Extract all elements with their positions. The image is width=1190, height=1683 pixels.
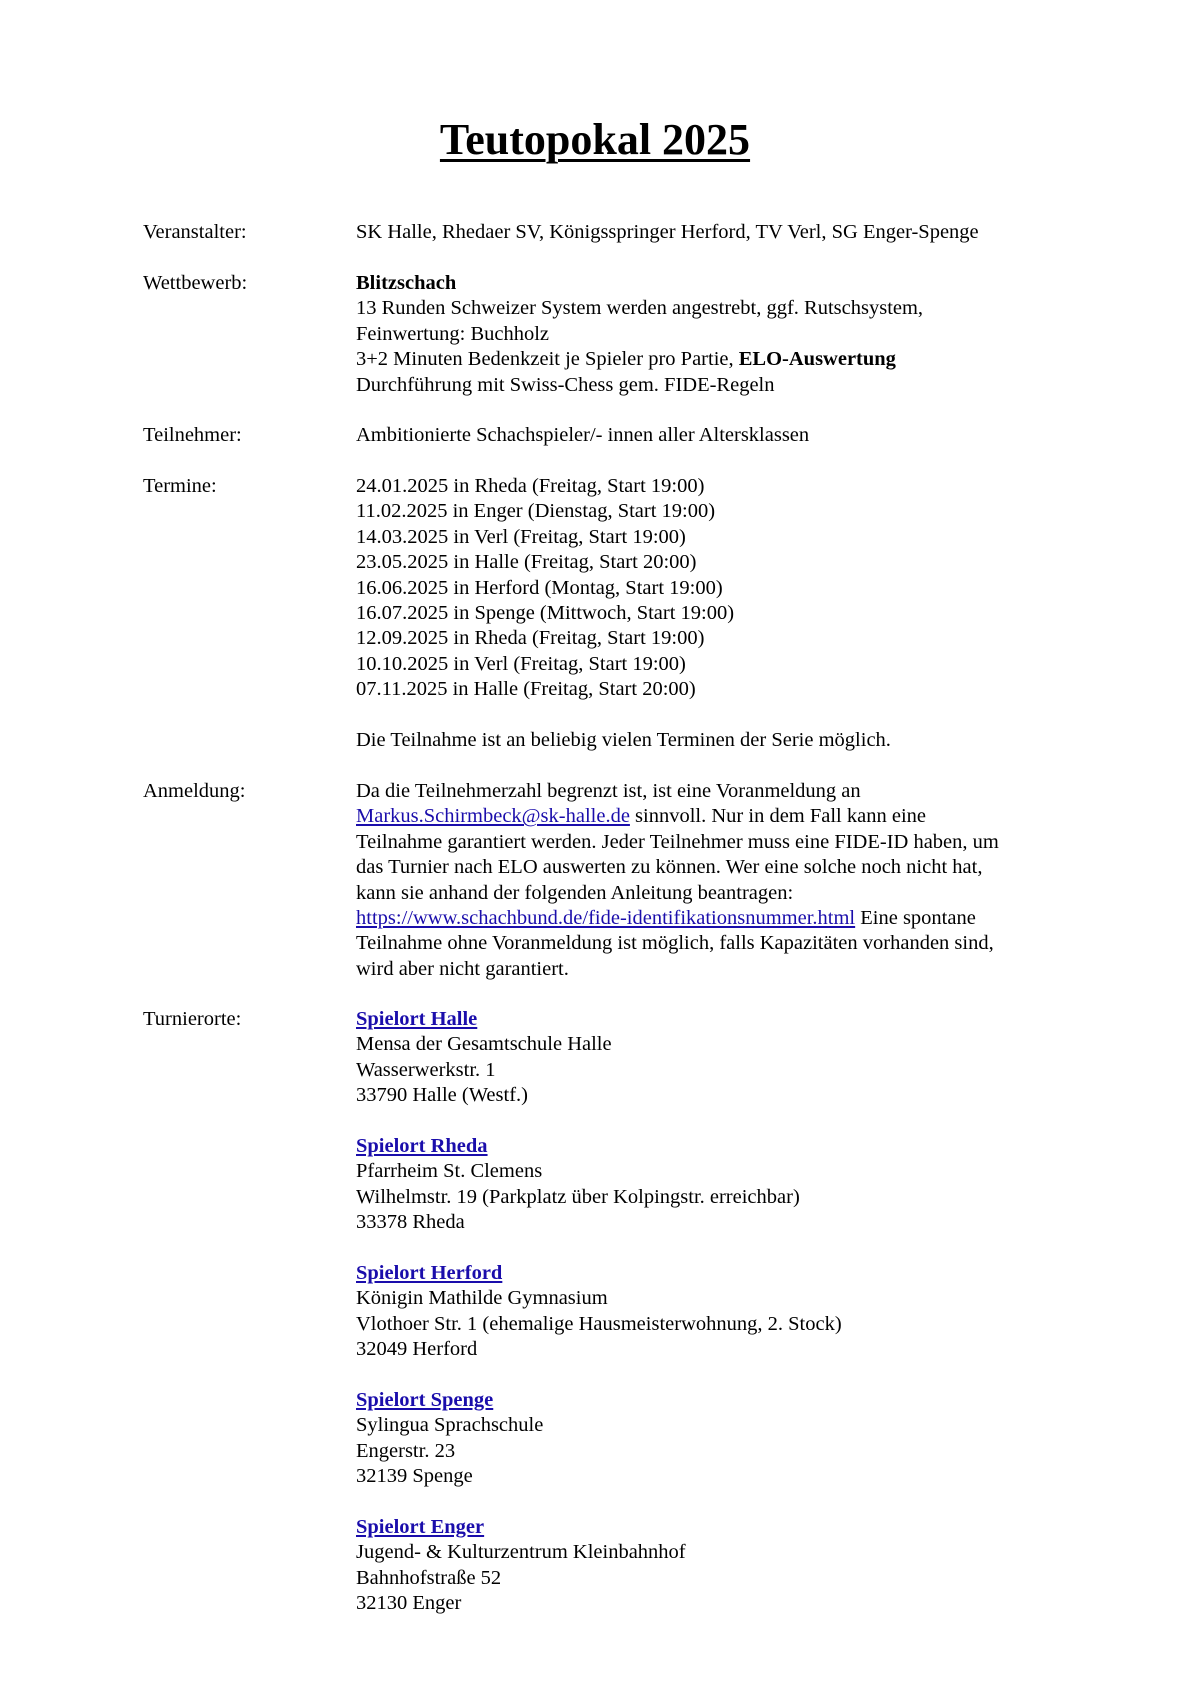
anmeldung-line3: Teilnahme garantiert werden. Jeder Teilnehmer muss eine FIDE-ID haben, um	[356, 830, 999, 853]
termin-item: 11.02.2025 in Enger (Dienstag, Start 19:00)	[356, 500, 716, 523]
venue-line: Pfarrheim St. Clemens	[356, 1160, 543, 1183]
label-termine: Termine:	[143, 475, 217, 497]
wettbewerb-line4: Durchführung mit Swiss-Chess gem. FIDE-Regeln	[356, 373, 775, 396]
teilnehmer-text: Ambitionierte Schachspieler/- innen aller Altersklassen	[356, 424, 810, 446]
termin-item: 24.01.2025 in Rheda (Freitag, Start 19:00)	[356, 475, 705, 497]
venue-rheda	[356, 1134, 1056, 1236]
venue-line: Mensa der Gesamtschule Halle	[356, 1033, 612, 1056]
termin-item: 07.11.2025 in Halle (Freitag, Start 20:00)	[356, 678, 696, 701]
venue-spenge	[356, 1388, 1056, 1490]
termin-item: 16.06.2025 in Herford (Montag, Start 19:00)	[356, 576, 723, 599]
termine-note: Die Teilnahme ist an beliebig vielen Terminen der Serie möglich.	[356, 729, 891, 752]
content-wettbewerb	[356, 271, 1056, 398]
wettbewerb-line2: Feinwertung: Buchholz	[356, 322, 550, 345]
venue-line: 32130 Enger	[356, 1592, 462, 1615]
venue-line: Wilhelmstr. 19 (Parkplatz über Kolpingstr. erreichbar)	[356, 1185, 800, 1208]
label-veranstalter: Veranstalter:	[143, 221, 247, 243]
content-turnierorte	[356, 1007, 1056, 1617]
wettbewerb-line3-bold: ELO-Auswertung	[738, 348, 896, 371]
anmeldung-line6	[356, 906, 1056, 931]
veranstalter-text: SK Halle, Rhedaer SV, Königsspringer Herford, TV Verl, SG Enger-Spenge	[356, 221, 979, 243]
content-teilnehmer	[356, 423, 1056, 448]
venue-line: 33790 Halle (Westf.)	[356, 1084, 528, 1107]
venue-spenge-link[interactable]: Spielort Spenge	[356, 1389, 494, 1412]
label-anmeldung: Anmeldung:	[143, 780, 246, 802]
venue-line: Wasserwerkstr. 1	[356, 1058, 496, 1081]
wettbewerb-heading: Blitzschach	[356, 272, 457, 294]
venue-line: Bahnhofstraße 52	[356, 1566, 502, 1589]
anmeldung-line1: Da die Teilnehmerzahl begrenzt ist, ist eine Voranmeldung an	[356, 780, 861, 802]
content-veranstalter	[356, 220, 1056, 245]
wettbewerb-line3-prefix: 3+2 Minuten Bedenkzeit je Spieler pro Partie,	[356, 348, 739, 371]
venue-line: 33378 Rheda	[356, 1211, 465, 1234]
venue-herford	[356, 1261, 1056, 1363]
venue-herford-link[interactable]: Spielort Herford	[356, 1262, 503, 1285]
venue-line: Königin Mathilde Gymnasium	[356, 1287, 608, 1310]
fide-url-link[interactable]: https://www.schachbund.de/fide-identifikationsnummer.html	[356, 907, 856, 930]
anmeldung-line2	[356, 804, 1056, 829]
termin-item: 12.09.2025 in Rheda (Freitag, Start 19:00)	[356, 627, 705, 650]
venue-line: Sylingua Sprachschule	[356, 1414, 544, 1437]
anmeldung-line4: das Turnier nach ELO auswerten zu können. Wer eine solche noch nicht hat,	[356, 856, 983, 879]
anmeldung-line7: Teilnahme ohne Voranmeldung ist möglich, falls Kapazitäten vorhanden sind,	[356, 932, 994, 955]
venue-rheda-link[interactable]: Spielort Rheda	[356, 1135, 488, 1158]
wettbewerb-line1: 13 Runden Schweizer System werden angestrebt, ggf. Rutschsystem,	[356, 297, 924, 320]
venue-enger	[356, 1515, 1056, 1617]
venue-line: Jugend- & Kulturzentrum Kleinbahnhof	[356, 1541, 686, 1564]
content-termine	[356, 474, 1056, 753]
label-turnierorte: Turnierorte:	[143, 1008, 242, 1030]
page-title: Teutopokal 2025	[439, 115, 751, 164]
label-wettbewerb: Wettbewerb:	[143, 272, 248, 294]
termin-item: 10.10.2025 in Verl (Freitag, Start 19:00)	[356, 652, 686, 675]
venue-line: Vlothoer Str. 1 (ehemalige Hausmeisterwohnung, 2. Stock)	[356, 1312, 842, 1335]
anmeldung-line5: kann sie anhand der folgenden Anleitung beantragen:	[356, 881, 794, 904]
content-anmeldung	[356, 779, 1056, 982]
venue-line: Engerstr. 23	[356, 1439, 456, 1462]
venue-enger-link[interactable]: Spielort Enger	[356, 1516, 485, 1539]
anmeldung-line2-rest: sinnvoll. Nur in dem Fall kann eine	[629, 805, 926, 828]
termin-item: 14.03.2025 in Verl (Freitag, Start 19:00)	[356, 525, 686, 548]
termin-item: 16.07.2025 in Spenge (Mittwoch, Start 19:00)	[356, 602, 735, 625]
venue-halle	[356, 1007, 1056, 1109]
venue-line: 32049 Herford	[356, 1338, 478, 1361]
venue-halle-link[interactable]: Spielort Halle	[356, 1008, 478, 1030]
anmeldung-line8: wird aber nicht garantiert.	[356, 957, 569, 980]
termin-item: 23.05.2025 in Halle (Freitag, Start 20:00)	[356, 551, 697, 574]
wettbewerb-line3	[356, 347, 1056, 372]
label-teilnehmer: Teilnehmer:	[143, 424, 242, 446]
venue-line: 32139 Spenge	[356, 1465, 473, 1488]
anmeldung-line6-rest: Eine spontane	[855, 907, 976, 930]
email-link[interactable]: Markus.Schirmbeck@sk-halle.de	[356, 805, 630, 828]
